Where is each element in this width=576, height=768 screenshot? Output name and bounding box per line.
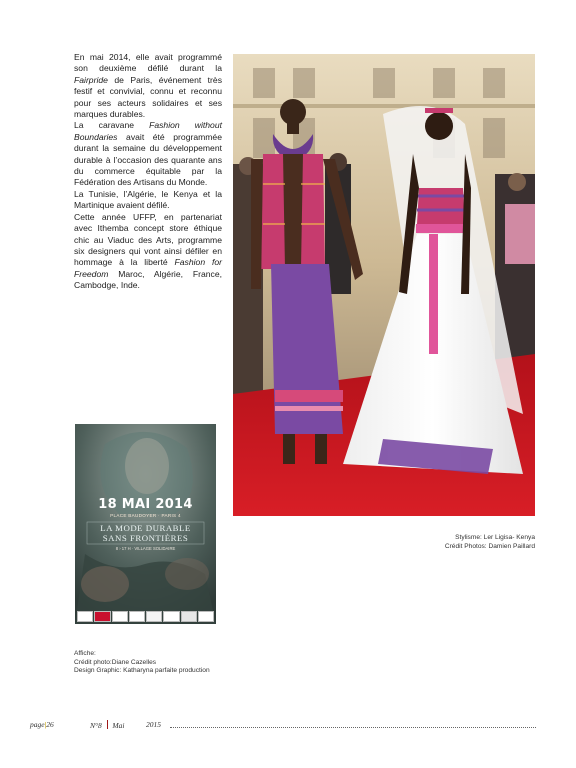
poster-caption <box>74 650 274 676</box>
issue-divider <box>107 720 109 729</box>
runway-photo <box>233 54 535 516</box>
p1-text-a: En mai 2014, elle avait programmé son deuxième défilé durant la <box>74 52 222 74</box>
p4-italic: Fashion for Freedom <box>74 257 222 279</box>
page-separator: | <box>44 720 47 729</box>
event-poster <box>75 424 216 624</box>
sponsor-logo <box>112 611 128 622</box>
sponsor-logo <box>129 611 145 622</box>
poster-tagline-line2: SANS FRONTIÈRES <box>102 533 189 543</box>
page-number <box>30 720 54 729</box>
poster-tagline-line1: LA MODE DURABLE <box>100 523 191 533</box>
p2-text-b: avait été programmée durant la semaine du développement durable à l’occasion des quarante ans du commerce équitable par la Fédération des Artisans du Monde. <box>74 131 222 188</box>
page-num: 26 <box>46 720 54 729</box>
poster-photo-credit: Crédit photo:Diane Cazelles <box>74 658 157 666</box>
paragraph-4 <box>74 212 222 292</box>
issue-info <box>90 720 124 730</box>
photo-photo-credit: Crédit Photos: Damien Paillard <box>444 543 535 550</box>
p2-italic: Fashion without Boundaries <box>74 120 222 142</box>
issue-number: N°8 <box>90 721 102 730</box>
footer-dotted-rule <box>170 727 536 728</box>
page-footer <box>30 718 536 732</box>
sponsor-logo <box>198 611 214 622</box>
poster-date: 18 MAI 2014 <box>98 497 193 512</box>
poster-venue: PLACE BAUDOYER · PARIS 4 <box>110 513 181 518</box>
p4-text-b: Maroc, Algérie, France, Cambodge, Inde. <box>74 268 222 291</box>
paragraph-2 <box>74 120 222 188</box>
runway-illustration <box>233 54 535 516</box>
poster-sponsor-logos <box>77 611 214 621</box>
sponsor-logo <box>163 611 179 622</box>
paragraph-1 <box>74 52 222 120</box>
sponsor-logo <box>94 611 110 622</box>
p1-text-b: de Paris, événement très festif et convivial, connu et reconnu pour ses acteurs solidaires et ses marques durables. <box>74 74 222 120</box>
photo-stylist-credit: Stylisme: Ler Ligisa- Kenya <box>455 534 535 541</box>
poster-subline: 8 › 17 H · VILLAGE SOLIDAIRE <box>115 546 176 551</box>
paragraph-3: La Tunisie, l’Algérie, le Kenya et la Martinique avaient défilé. <box>74 188 222 211</box>
p1-italic: Fairpride <box>74 74 108 85</box>
article-text <box>74 52 222 292</box>
poster-caption-label: Affiche: <box>74 650 96 657</box>
sponsor-logo <box>181 611 197 622</box>
p2-text-a: La caravane <box>74 120 150 131</box>
issue-year: 2015 <box>146 720 161 729</box>
sponsor-logo <box>146 611 162 622</box>
poster-tagline <box>81 523 210 543</box>
sponsor-logo <box>77 611 93 622</box>
p4-text-a: Cette année UFFP, en partenariat avec Ithemba concept store éthique chic au Viaduc des Arts, programme six designers qui vont ainsi défiler en hommage à la liberté <box>74 211 222 268</box>
poster-design-credit: Design Graphic: Katharyna parfaite production <box>74 667 210 675</box>
page-word: page <box>30 720 45 729</box>
issue-month: Mai <box>112 721 125 730</box>
photo-caption <box>315 533 535 551</box>
